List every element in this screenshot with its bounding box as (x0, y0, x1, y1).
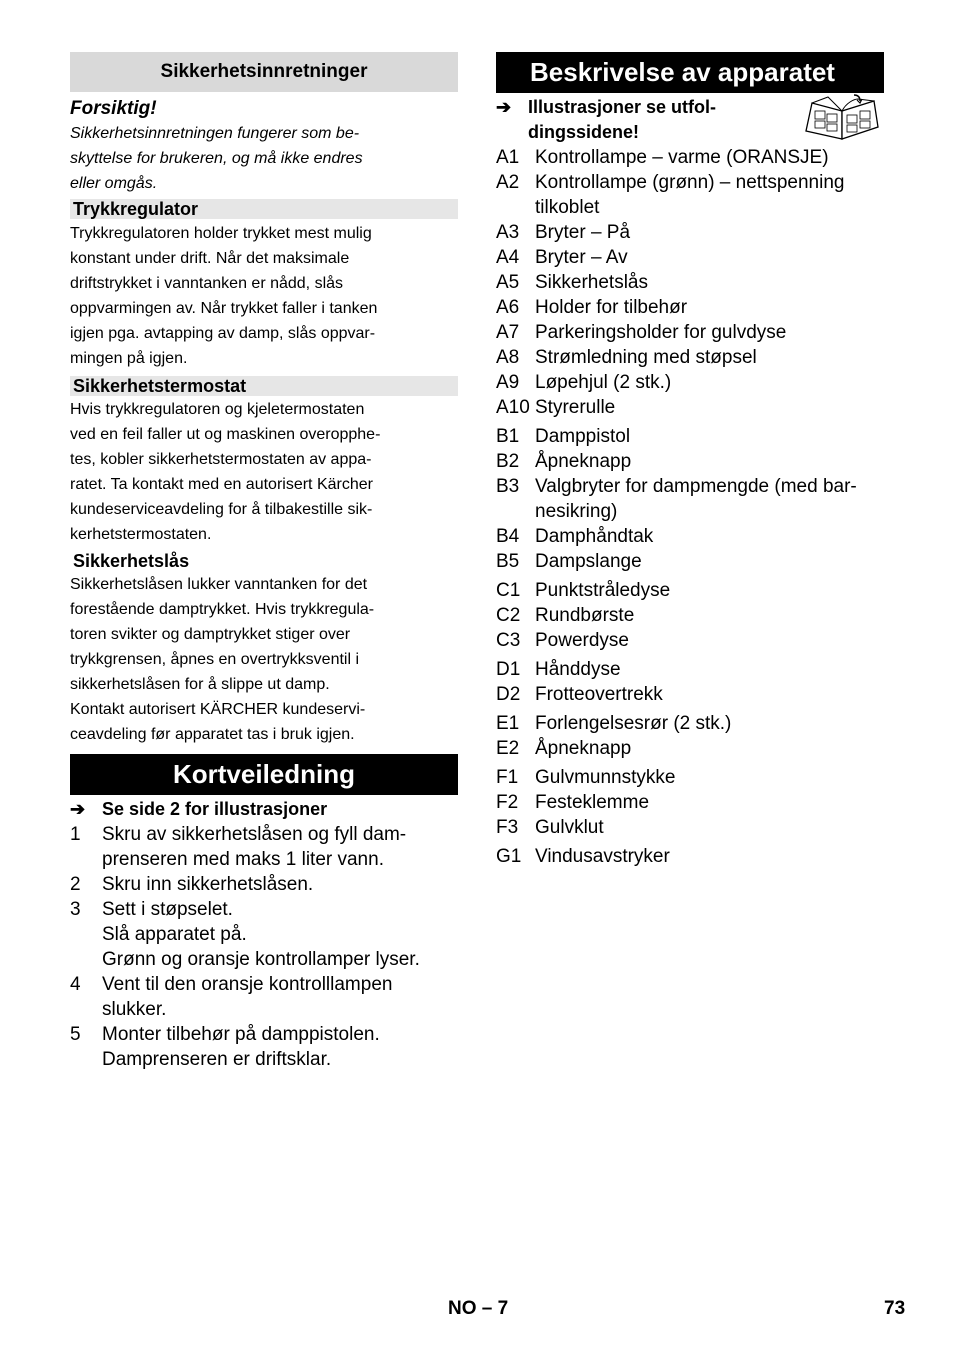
text-line: sikkerhetslåsen for å slippe ut damp. (70, 676, 330, 693)
text-line: driftstrykket i vanntanken er nådd, slås (70, 275, 344, 292)
component-label (535, 524, 653, 549)
component-group (496, 578, 884, 653)
component-item (496, 736, 884, 761)
component-label (535, 220, 630, 245)
component-code: A3 (496, 222, 520, 243)
text-line: igjen pga. avtapping av damp, slås oppvar- (70, 325, 376, 342)
component-item (496, 765, 884, 790)
component-item (496, 657, 884, 682)
component-group (496, 711, 884, 761)
component-group (496, 145, 884, 420)
text-line: forestående damptrykket. Hvis trykkregula- (70, 601, 375, 618)
component-code: C3 (496, 630, 521, 651)
text-line: oppvarmingen av. Når trykket faller i tanken (70, 300, 378, 317)
section-heading-quick-guide: Kortveiledning (70, 754, 458, 795)
step-number: 4 (70, 974, 81, 995)
text-line: ved en feil faller ut og maskinen overopphe- (70, 426, 381, 443)
component-label-line: Løpehjul (2 stk.) (535, 372, 672, 393)
component-item (496, 603, 884, 628)
step-text (102, 897, 420, 972)
component-label-line: Hånddyse (535, 659, 621, 680)
component-label (535, 578, 670, 603)
right-column (496, 52, 884, 869)
component-item (496, 295, 884, 320)
text-line: kundeserviceavdeling for å tilbakestille sik- (70, 501, 373, 518)
component-code: A6 (496, 297, 520, 318)
step-line: prenseren med maks 1 liter vann. (102, 849, 384, 870)
component-group (496, 657, 884, 707)
component-label-line: Dampslange (535, 551, 642, 572)
footer-section: NO – 7 (448, 1298, 509, 1319)
step-number: 3 (70, 899, 81, 920)
component-label (535, 474, 857, 524)
component-label-line: Festeklemme (535, 792, 650, 813)
component-code: A8 (496, 347, 520, 368)
component-label-line: Kontrollampe – varme (ORANSJE) (535, 147, 829, 168)
component-item (496, 524, 884, 549)
component-label-line: Bryter – Av (535, 247, 628, 268)
text-line: kerhetstermostaten. (70, 526, 212, 543)
component-label-line: Gulvmunnstykke (535, 767, 676, 788)
component-code: A2 (496, 172, 520, 193)
step-text (102, 1022, 380, 1072)
step-text (102, 822, 406, 872)
component-label-line: Gulvklut (535, 817, 604, 838)
component-label (535, 765, 675, 790)
step-item (70, 872, 458, 897)
component-label (535, 424, 630, 449)
component-label (535, 449, 631, 474)
step-line: Monter tilbehør på damppistolen. (102, 1024, 380, 1045)
step-number: 5 (70, 1024, 81, 1045)
section-heading-safety: Sikkerhetsinnretninger (70, 52, 458, 92)
component-item (496, 424, 884, 449)
section-heading-device-description: Beskrivelse av apparatet (496, 52, 884, 93)
component-code: C2 (496, 605, 521, 626)
component-code: F2 (496, 792, 519, 813)
step-line: Skru inn sikkerhetslåsen. (102, 874, 314, 895)
subheading-safety-lock: Sikkerhetslås (73, 551, 190, 571)
step-item (70, 972, 458, 1022)
left-column (70, 52, 458, 1072)
component-label (535, 815, 604, 840)
text-line: tes, kobler sikkerhetstermostaten av appa- (70, 451, 372, 468)
component-label (535, 320, 786, 345)
component-label-line: Damphåndtak (535, 526, 654, 547)
quick-guide-steps (70, 822, 458, 1072)
component-label-line: Punktstråledyse (535, 580, 671, 601)
step-item (70, 897, 458, 972)
component-label-line: Vindusavstryker (535, 846, 670, 867)
component-code: C1 (496, 580, 521, 601)
component-item (496, 474, 884, 524)
component-group (496, 424, 884, 574)
illustrations-reference-text (528, 95, 716, 145)
component-label (535, 245, 628, 270)
caution-text (70, 121, 458, 196)
component-label (535, 395, 615, 420)
component-label (535, 295, 687, 320)
text-line: skyttelse for brukeren, og må ikke endres (70, 150, 363, 167)
text-line: ratet. Ta kontakt med en autorisert Kärcher (70, 476, 373, 493)
component-code: A4 (496, 247, 520, 268)
text-line: Hvis trykkregulatoren og kjeletermostaten (70, 401, 365, 418)
component-label-line: Frotteovertrekk (535, 684, 663, 705)
caution-label: Forsiktig! (70, 98, 157, 119)
component-code: D2 (496, 684, 521, 705)
component-label-line: Sikkerhetslås (535, 272, 648, 293)
text-line: Sikkerhetslåsen lukker vanntanken for det (70, 576, 368, 593)
component-label-line: Rundbørste (535, 605, 635, 626)
component-code: E1 (496, 713, 520, 734)
component-item (496, 449, 884, 474)
open-book-icon (802, 93, 882, 143)
text-line: konstant under drift. Når det maksimale (70, 250, 350, 267)
component-item (496, 145, 884, 170)
step-line: Sett i støpselet. (102, 899, 233, 920)
component-label (535, 682, 663, 707)
step-line: Vent til den oransje kontrolllampen (102, 974, 393, 995)
text-line: trykkgrensen, åpnes en overtrykksventil i (70, 651, 360, 668)
component-item (496, 790, 884, 815)
step-line: Grønn og oransje kontrollamper lyser. (102, 949, 420, 970)
component-code: G1 (496, 846, 522, 867)
text-line: dingssidene! (528, 122, 640, 142)
text-line: eller omgås. (70, 175, 158, 192)
component-label-line: Damppistol (535, 426, 631, 447)
component-label-line: Kontrollampe (grønn) – nettspenning (535, 172, 845, 193)
component-code: B1 (496, 426, 520, 447)
component-item (496, 270, 884, 295)
component-list (496, 145, 884, 869)
component-label-line: tilkoblet (535, 197, 600, 218)
component-item (496, 320, 884, 345)
component-item (496, 370, 884, 395)
component-item (496, 682, 884, 707)
component-item (496, 711, 884, 736)
component-label-line: Styrerulle (535, 397, 616, 418)
component-group (496, 844, 884, 869)
safety-thermostat-text (70, 397, 458, 547)
component-code: A5 (496, 272, 520, 293)
step-line: slukker. (102, 999, 167, 1020)
component-label (535, 736, 631, 761)
component-label (535, 657, 621, 682)
component-label (535, 844, 670, 869)
page-number: 73 (884, 1298, 906, 1319)
step-item (70, 822, 458, 872)
component-label-line: nesikring) (535, 501, 618, 522)
component-code: F1 (496, 767, 519, 788)
component-label (535, 603, 634, 628)
step-text (102, 872, 313, 897)
component-code: B4 (496, 526, 520, 547)
component-label-line: Parkeringsholder for gulvdyse (535, 322, 787, 343)
component-item (496, 815, 884, 840)
component-label (535, 170, 844, 220)
component-item (496, 170, 884, 220)
component-code: B3 (496, 476, 520, 497)
text-line: Sikkerhetsinnretningen fungerer som be- (70, 125, 360, 142)
subheading-safety-thermostat: Sikkerhetstermostat (70, 376, 458, 396)
component-label (535, 628, 629, 653)
subheading-pressure-regulator: Trykkregulator (70, 199, 458, 219)
component-code: A10 (496, 397, 530, 418)
safety-lock-text (70, 572, 458, 747)
step-line: Damprenseren er driftsklar. (102, 1049, 332, 1070)
component-label (535, 345, 757, 370)
text-line: toren svikter og damptrykket stiger over (70, 626, 351, 643)
component-label-line: Holder for tilbehør (535, 297, 688, 318)
text-line: ceavdeling før apparatet tas i bruk igjen. (70, 726, 355, 743)
component-code: A9 (496, 372, 520, 393)
component-item (496, 628, 884, 653)
component-code: A7 (496, 322, 520, 343)
component-item (496, 578, 884, 603)
component-label (535, 270, 648, 295)
component-group (496, 765, 884, 840)
component-code: B2 (496, 451, 520, 472)
step-number: 1 (70, 824, 81, 845)
text-line: mingen på igjen. (70, 350, 188, 367)
component-label-line: Powerdyse (535, 630, 629, 651)
text-line: Trykkregulatoren holder trykket mest mulig (70, 225, 372, 242)
right-arrow-icon: ➔ (496, 97, 512, 117)
component-code: A1 (496, 147, 520, 168)
text-line: Kontakt autorisert KÄRCHER kundeservi- (70, 701, 366, 718)
component-label-line: Strømledning med støpsel (535, 347, 757, 368)
component-label (535, 711, 731, 736)
text-line: Illustrasjoner se utfol- (528, 97, 717, 117)
pressure-regulator-text (70, 221, 458, 371)
step-text (102, 972, 392, 1022)
component-code: D1 (496, 659, 521, 680)
component-item (496, 549, 884, 574)
component-label (535, 790, 649, 815)
component-item (496, 395, 884, 420)
component-label-line: Bryter – På (535, 222, 631, 243)
right-arrow-icon: ➔ (70, 799, 86, 819)
component-label (535, 549, 642, 574)
component-item (496, 844, 884, 869)
component-label (535, 145, 829, 170)
component-code: B5 (496, 551, 520, 572)
component-code: F3 (496, 817, 519, 838)
step-line: Skru av sikkerhetslåsen og fyll dam- (102, 824, 407, 845)
component-item (496, 245, 884, 270)
step-line: Slå apparatet på. (102, 924, 247, 945)
component-label-line: Åpneknapp (535, 738, 632, 759)
quick-guide-reference (70, 797, 458, 822)
component-code: E2 (496, 738, 520, 759)
component-label-line: Forlengelsesrør (2 stk.) (535, 713, 732, 734)
component-label (535, 370, 671, 395)
component-label-line: Valgbryter for dampmengde (med bar- (535, 476, 857, 497)
component-item (496, 220, 884, 245)
component-item (496, 345, 884, 370)
step-number: 2 (70, 874, 81, 895)
component-label-line: Åpneknapp (535, 451, 632, 472)
step-item (70, 1022, 458, 1072)
quick-guide-reference-text: Se side 2 for illustrasjoner (102, 799, 328, 819)
